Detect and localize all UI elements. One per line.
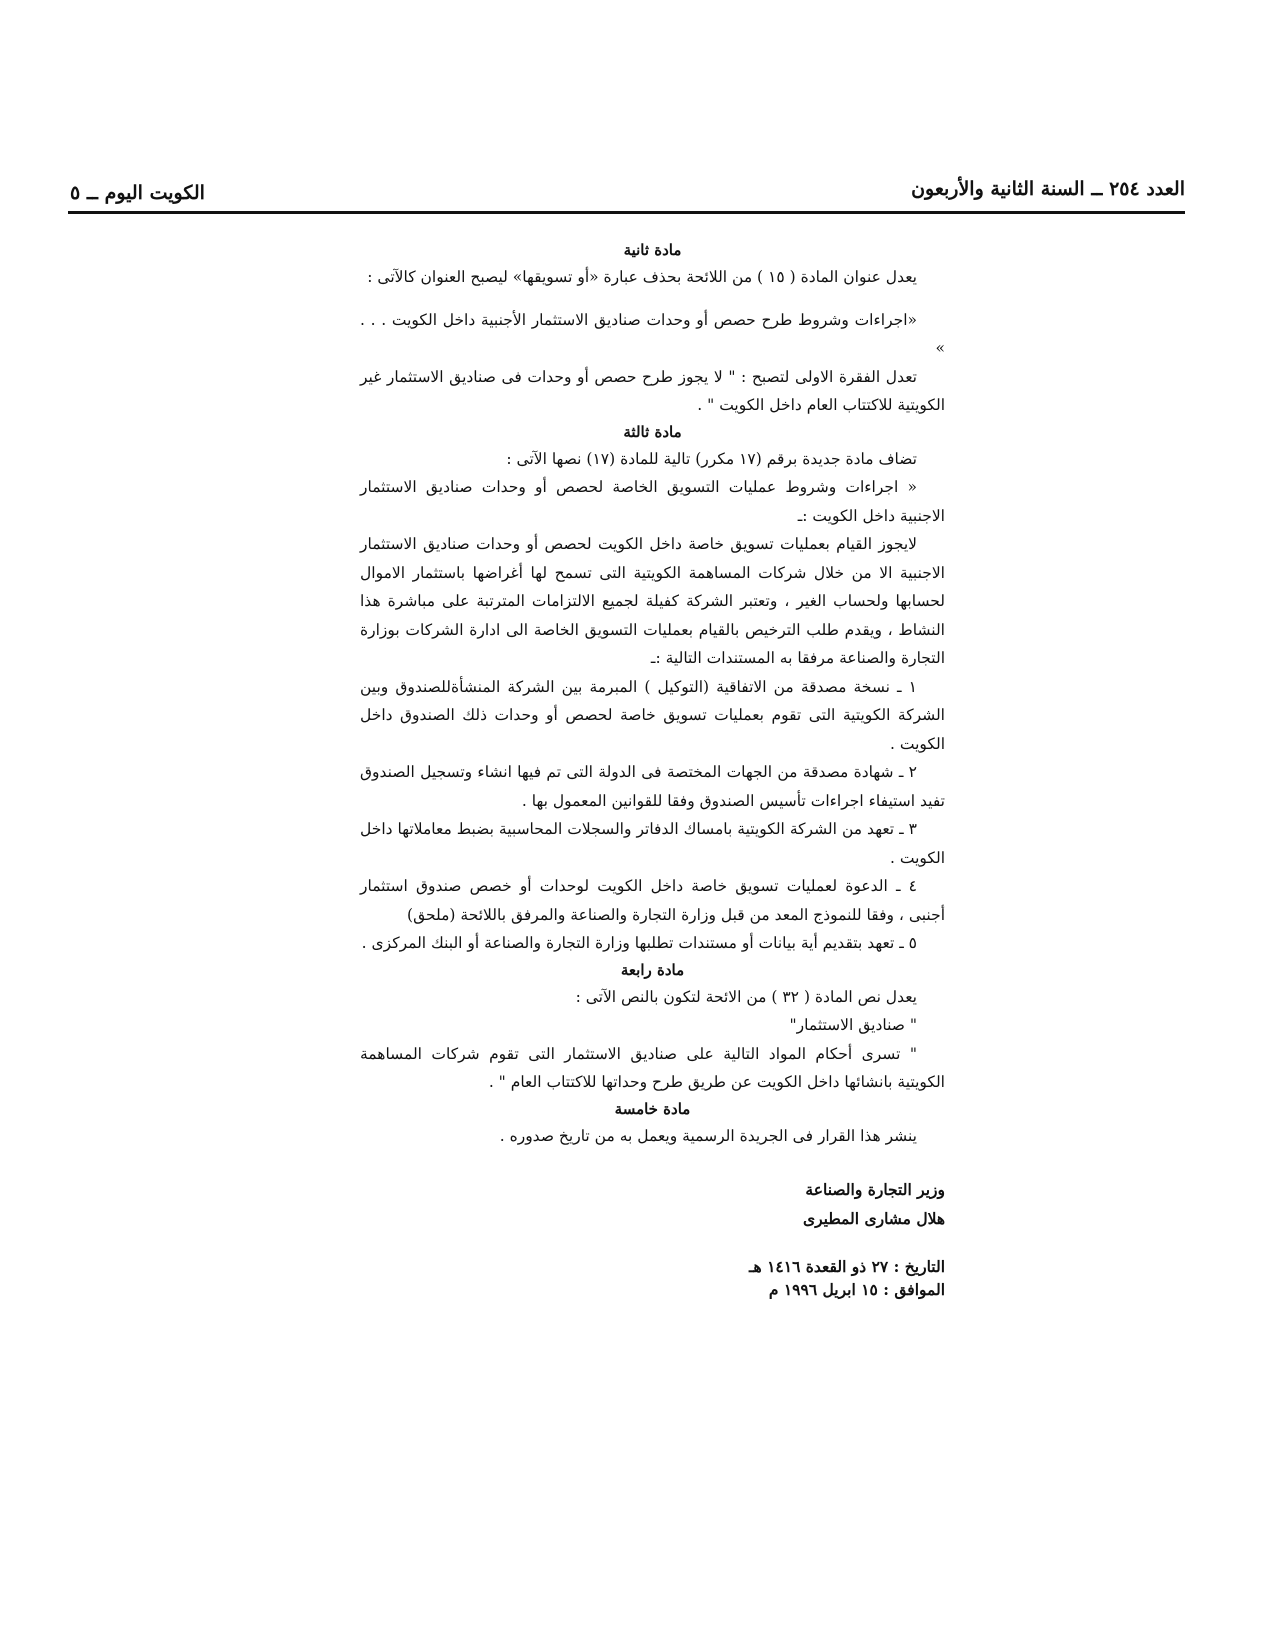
list-item: ٣ ـ تعهد من الشركة الكويتية بامساك الدفاتر والسجلات المحاسبية بضبط معاملاتها داخل الكويت .: [360, 820, 945, 867]
publication-name: الكويت اليوم ــ ٥: [70, 182, 205, 204]
issue-number: العدد ٢٥٤ ــ السنة الثانية والأربعون: [911, 178, 1185, 200]
list-item: ٤ ـ الدعوة لعمليات تسويق خاصة داخل الكويت لوحدات أو خصص صندوق استثمار أجنبى ، وفقا للنموذج المعد من قبل وزارة التجارة والصناعة والمرفق باللائحة (ملحق): [360, 877, 945, 924]
paragraph: " صناديق الاستثمار": [789, 1016, 917, 1034]
heading-article-3: مادة ثالثة: [623, 422, 682, 441]
date-block: [360, 1255, 945, 1301]
article-column: [360, 238, 945, 1478]
signature-block: [360, 1176, 945, 1233]
heading-article-2: مادة ثانية: [623, 241, 682, 259]
paragraph: يعدل عنوان المادة ( ١٥ ) من اللائحة بحذف عبارة «أو تسويقها» ليصبح العنوان كالآتى :: [367, 268, 917, 286]
heading-article-4: مادة رابعة: [620, 960, 685, 979]
paragraph: «اجراءات وشروط طرح حصص أو وحدات صناديق الاستثمار الأجنبية داخل الكويت . . . »: [360, 310, 945, 357]
paragraph: ينشر هذا القرار فى الجريدة الرسمية ويعمل به من تاريخ صدوره .: [499, 1126, 917, 1145]
paragraph: لايجوز القيام بعمليات تسويق خاصة داخل الكويت لحصص أو وحدات صناديق الاستثمار الاجنبية الا من خلال شركات المساهمة الكويتية التى تسمح لها أغراضها باستثمار الاموال لحسابها ولحساب الغير ، وتعتبر الشركة كفيلة لجميع الالتزامات المترتبة على مباشرة هذا النشاط ، ويقدم طلب الترخيص بالقيام بعمليات التسويق الخاصة الى ادارة الشركات بوزارة التجارة والصناعة مرفقا به المستندات التالية :ـ: [360, 535, 945, 667]
list-item: ٥ ـ تعهد بتقديم أية بيانات أو مستندات تطلبها وزارة التجارة والصناعة أو البنك المركزى .: [361, 934, 917, 952]
minister-name: هلال مشارى المطيرى: [802, 1208, 945, 1228]
paragraph: يعدل نص المادة ( ٣٢ ) من الائحة لتكون بالنص الآتى :: [575, 987, 917, 1006]
heading-article-5: مادة خامسة: [614, 1099, 691, 1118]
paragraph: « اجراءات وشروط عمليات التسويق الخاصة لحصص أو وحدات صناديق الاستثمار الاجنبية داخل الكويت :ـ: [360, 478, 945, 525]
header-rule: [68, 211, 1185, 214]
paragraph: تضاف مادة جديدة برقم (١٧ مكرر) تالية للمادة (١٧) نصها الآتى :: [506, 449, 917, 468]
page-header: [70, 178, 1185, 208]
paragraph: تعدل الفقرة الاولى لتصبح : " لا يجوز طرح حصص أو وحدات فى صناديق الاستثمار غير الكويتية للاكتتاب العام داخل الكويت " .: [360, 367, 945, 414]
list-item: ١ ـ نسخة مصدقة من الاتفاقية (التوكيل ) المبرمة بين الشركة المنشأةللصندوق وبين الشركة الكويتية التى تقوم بعمليات تسويق خاصة لحصص أو وحدات ذلك الصندوق داخل الكويت .: [360, 677, 945, 753]
minister-title: وزير التجارة والصناعة: [805, 1180, 945, 1199]
paragraph: " تسرى أحكام المواد التالية على صناديق الاستثمار التى تقوم شركات المساهمة الكويتية بانشائها داخل الكويت عن طريق طرح وحداتها للاكتتاب العام " .: [360, 1044, 945, 1091]
hijri-date: التاريخ : ٢٧ ذو القعدة ١٤١٦ هـ: [748, 1257, 945, 1276]
list-item: ٢ ـ شهادة مصدقة من الجهات المختصة فى الدولة التى تم فيها انشاء وتسجيل الصندوق تفيد استيفاء اجراءات تأسيس الصندوق وفقا للقوانين المعمول بها .: [360, 763, 945, 810]
gregorian-date: الموافق : ١٥ ابريل ١٩٩٦ م: [768, 1280, 945, 1299]
